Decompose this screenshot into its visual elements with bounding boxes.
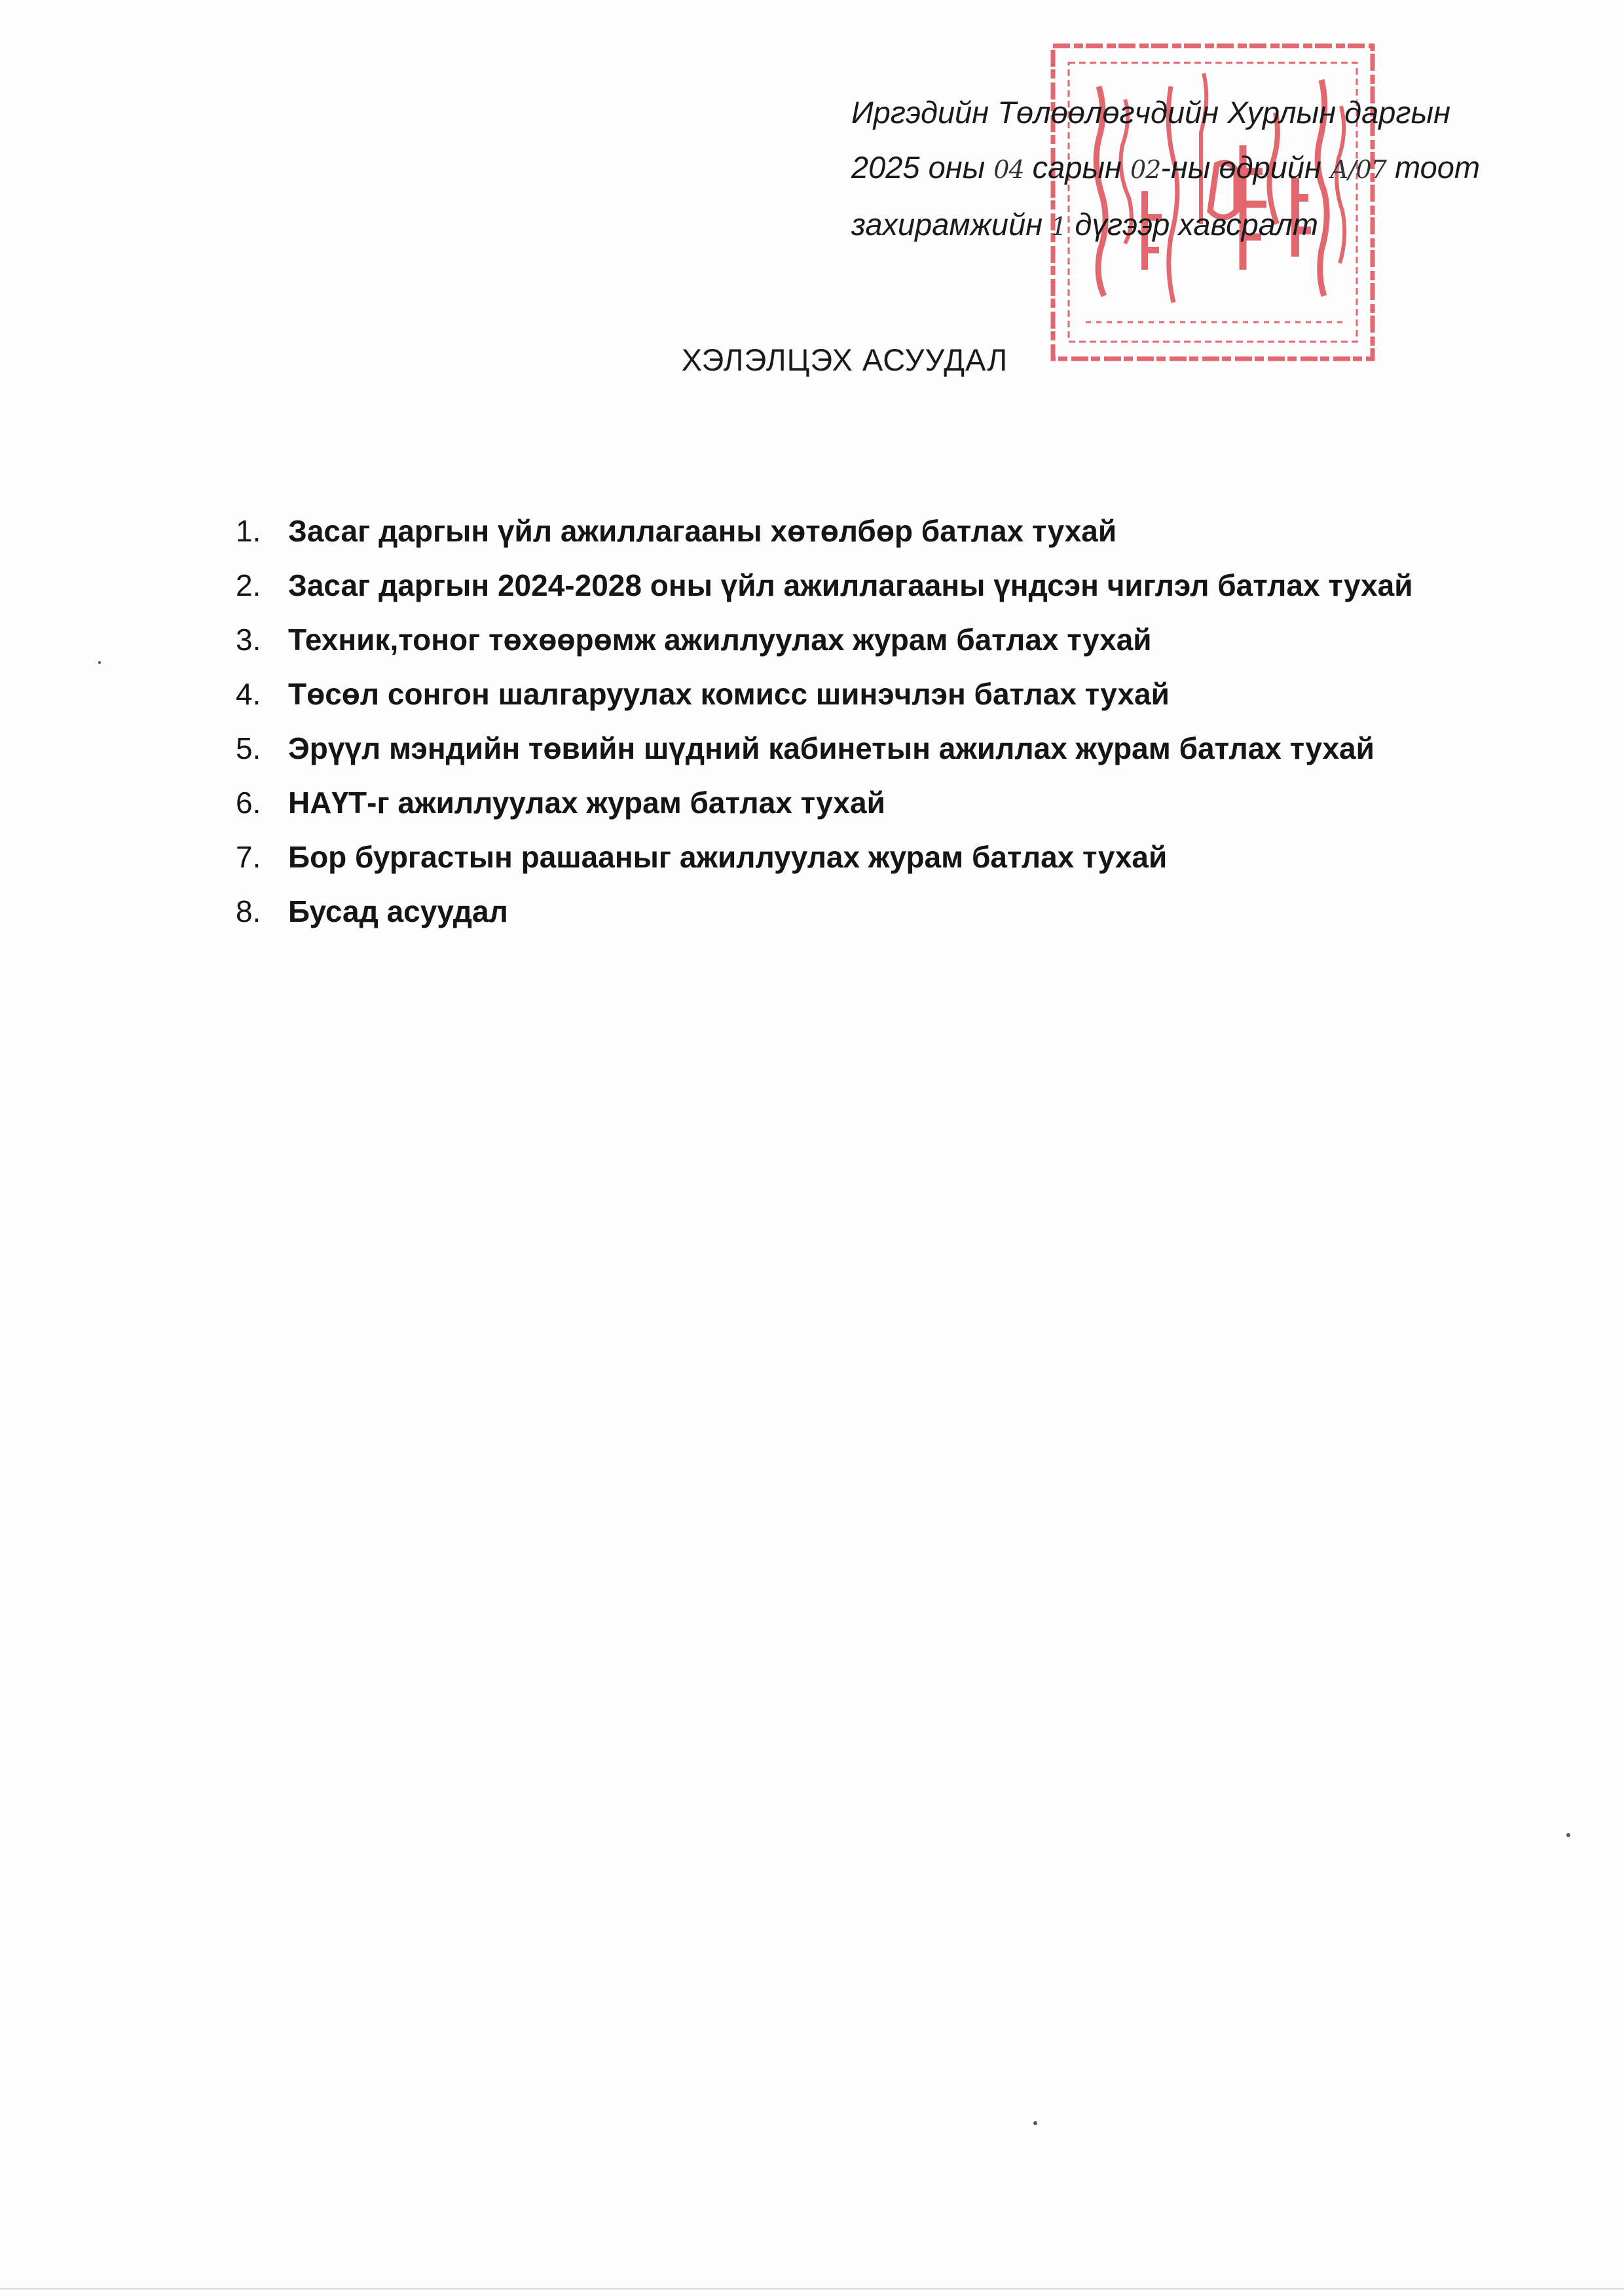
agenda-item-text: Техник,тоног төхөөрөмж ажиллуулах журам батлах тухай bbox=[288, 623, 1152, 657]
agenda-item-number: 5. bbox=[236, 731, 261, 765]
agenda-item-number: 4. bbox=[236, 677, 261, 711]
agenda-item bbox=[236, 667, 1480, 721]
handwritten-day: 02 bbox=[1130, 155, 1161, 184]
agenda-item-text: Эрүүл мэндийн төвийн шүдний кабинетын ажиллах журам батлах тухай bbox=[288, 731, 1375, 765]
agenda-item-text: Засаг даргын 2024-2028 оны үйл ажиллагааны үндсэн чиглэл батлах тухай bbox=[288, 568, 1413, 602]
header-day-label: -ны өдрийн bbox=[1160, 150, 1330, 185]
header-number-label: тоот bbox=[1386, 150, 1481, 185]
agenda-item-text: Төсөл сонгон шалгаруулах комисс шинэчлэн батлах тухай bbox=[288, 677, 1170, 711]
handwritten-month: 04 bbox=[993, 155, 1024, 184]
scan-speck bbox=[98, 661, 101, 664]
agenda-item-text: Бусад асуудал bbox=[288, 894, 508, 928]
agenda-item bbox=[236, 613, 1480, 667]
header-line-2 bbox=[851, 140, 1506, 197]
agenda-item bbox=[236, 721, 1480, 776]
agenda-list bbox=[236, 504, 1480, 939]
agenda-item-number: 8. bbox=[236, 894, 261, 928]
document-header bbox=[851, 85, 1506, 254]
scan-edge bbox=[0, 2288, 1624, 2289]
header-month-label: сарын bbox=[1024, 150, 1130, 185]
agenda-item bbox=[236, 504, 1480, 558]
agenda-item bbox=[236, 558, 1480, 613]
agenda-item-number: 3. bbox=[236, 623, 261, 657]
header-order-label: захирамжийн bbox=[851, 207, 1052, 242]
page-title: ХЭЛЭЛЦЭХ АСУУДАЛ bbox=[681, 342, 1008, 377]
header-year-text: 2025 оны bbox=[851, 150, 994, 185]
agenda-item-number: 6. bbox=[236, 786, 261, 820]
agenda-item-text: НАҮТ-г ажиллуулах журам батлах тухай bbox=[288, 786, 885, 820]
agenda-item bbox=[236, 884, 1480, 939]
header-annex-label: дүгээр хавсралт bbox=[1066, 207, 1318, 242]
agenda-item-number: 2. bbox=[236, 568, 261, 602]
agenda-item bbox=[236, 776, 1480, 830]
header-line-1: Иргэдийн Төлөөлөгчдийн Хурлын даргын bbox=[851, 95, 1451, 130]
header-line-3 bbox=[851, 197, 1506, 254]
agenda-item-number: 1. bbox=[236, 514, 261, 548]
agenda-item-number: 7. bbox=[236, 840, 261, 874]
agenda-item bbox=[236, 830, 1480, 884]
agenda-item-text: Бор бургастын рашааныг ажиллуулах журам батлах тухай bbox=[288, 840, 1168, 874]
scan-speck bbox=[1033, 2121, 1037, 2125]
handwritten-annex-number: 1 bbox=[1051, 212, 1067, 241]
handwritten-order-number: А/07 bbox=[1329, 155, 1386, 184]
agenda-item-text: Засаг даргын үйл ажиллагааны хөтөлбөр батлах тухай bbox=[288, 514, 1117, 548]
scan-speck bbox=[1566, 1833, 1570, 1837]
